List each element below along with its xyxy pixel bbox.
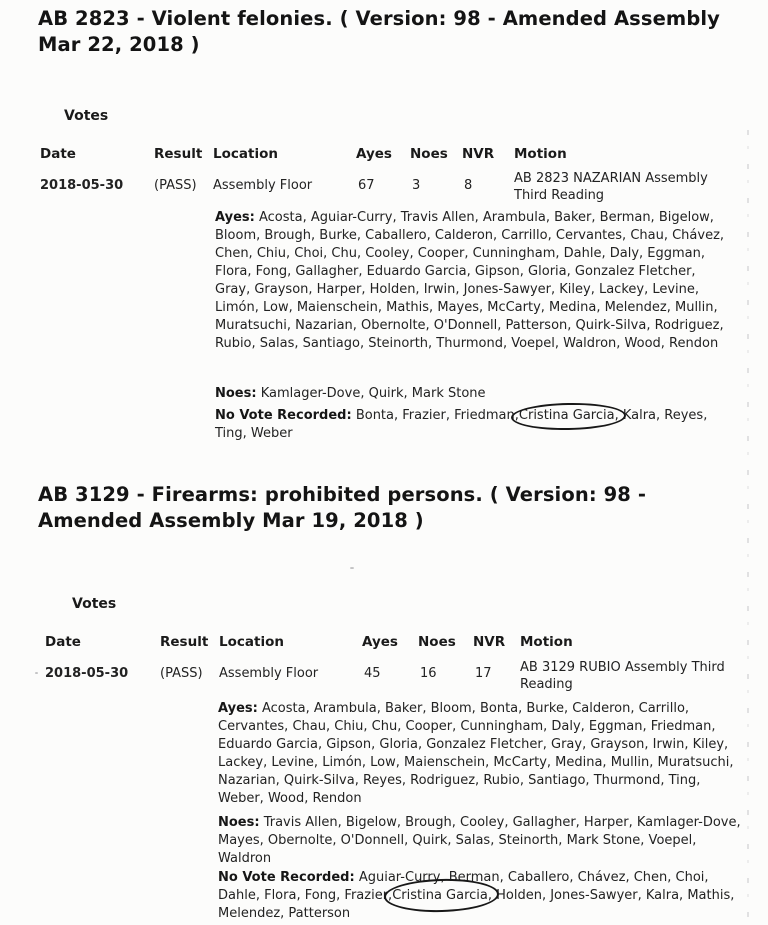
circle-annotation	[392, 888, 492, 903]
bill-2-row-nvr: 17	[475, 666, 492, 681]
bill-1-row-ayes: 67	[358, 178, 375, 193]
bill-1-row-nvr: 8	[464, 178, 473, 193]
bill-2-title	[38, 482, 738, 534]
bill-1-noes-names: Kamlager-Dove, Quirk, Mark Stone	[256, 386, 486, 401]
bill-1-title	[38, 6, 738, 58]
bill-1-row-noes: 3	[412, 178, 421, 193]
bill-1-row-location: Assembly Floor	[213, 178, 313, 193]
bill-2-ayes-list	[218, 700, 742, 808]
bill-2-noes-list	[218, 814, 742, 868]
bill-1-row-date: 2018-05-30	[40, 178, 124, 193]
bill-1-ayes-label: Ayes:	[215, 210, 255, 225]
bill-2-nvr-after: Holden, Jones-Sawyer, Kalra, Mathis, Melendez, Patterson	[218, 888, 735, 921]
bill-2-row-result: (PASS)	[160, 666, 203, 681]
bill-2-col-location: Location	[219, 634, 284, 650]
bill-2-nvr-circled-name: Cristina Garcia,	[392, 888, 492, 903]
bill-2-col-date: Date	[45, 634, 81, 650]
bill-1-col-date: Date	[40, 146, 76, 162]
bill-1-col-nvr: NVR	[462, 146, 495, 162]
bill-2-nvr-label: No Vote Recorded:	[218, 870, 355, 885]
bill-2-col-ayes: Ayes	[362, 634, 398, 650]
bill-1-ayes-names: Acosta, Aguiar-Curry, Travis Allen, Arambula, Baker, Berman, Bigelow, Bloom, Brough, Burke, Caballero, Calderon, Carrillo, Cervantes, Chau, Chávez, Chen, Chiu, Choi, Chu, Cooley, Cooper, Cunningham, Dahle, Daly, Eggman, Flora, Fong, Gallagher, Eduardo Garcia, Gipson, Gloria, Gonzalez Fletcher, Gray, Grayson, Harper, Holden, Irwin, Jones-Sawyer, Kiley, Lackey, Levine, Limón, Low, Maienschein, Mathis, Mayes, McCarty, Medina, Melendez, Mullin, Muratsuchi, Nazarian, Obernolte, O'Donnell, Patterson, Quirk-Silva, Rodriguez, Rubio, Salas, Santiago, Steinorth, Thurmond, Voepel, Waldron, Wood, Rendon	[215, 210, 725, 351]
bill-1-col-result: Result	[154, 146, 203, 162]
bill-1-row-result: (PASS)	[154, 178, 197, 193]
bill-1-col-noes: Noes	[410, 146, 448, 162]
bill-2-row-ayes: 45	[364, 666, 381, 681]
bill-1-col-location: Location	[213, 146, 278, 162]
bill-1-title-line1: AB 2823 - Violent felonies. ( Version: 98 - Amended Assembly	[38, 7, 720, 30]
bill-2-row-date: 2018-05-30	[45, 666, 129, 681]
bill-2-noes-names: Travis Allen, Bigelow, Brough, Cooley, Gallagher, Harper, Kamlager-Dove, Mayes, Obernolte, O'Donnell, Quirk, Salas, Steinorth, Mark Stone, Voepel, Waldron	[218, 815, 741, 866]
bill-1-nvr-after: Kalra, Reyes, Ting, Weber	[215, 408, 708, 441]
bill-2-row-location: Assembly Floor	[219, 666, 319, 681]
bill-2-title-line2: Amended Assembly Mar 19, 2018 )	[38, 509, 424, 532]
bill-2-row-motion: AB 3129 RUBIO Assembly Third Reading	[520, 660, 725, 692]
bill-2-col-motion: Motion	[520, 634, 573, 650]
bill-1-col-motion: Motion	[514, 146, 567, 162]
bill-2-ayes-label: Ayes:	[218, 701, 258, 716]
bill-1-noes-list	[215, 385, 734, 403]
bill-2-votes-heading: Votes	[72, 596, 117, 612]
bill-1-ayes-list	[215, 209, 734, 353]
bill-1-nvr-before: Bonta, Frazier, Friedman,	[351, 408, 519, 423]
bill-1-noes-label: Noes:	[215, 386, 257, 401]
scan-speck	[35, 672, 38, 674]
bill-2-nvr-before: Aguiar-Curry, Berman, Caballero, Chávez, Chen, Choi, Dahle, Flora, Fong, Frazier,	[218, 870, 709, 903]
bill-2-noes-label: Noes:	[218, 815, 260, 830]
bill-1-nvr-circled-name: Cristina Garcia,	[518, 408, 619, 423]
scan-edge-artifact	[747, 130, 749, 925]
bill-1-title-line2: Mar 22, 2018 )	[38, 33, 200, 56]
scan-speck	[350, 567, 354, 569]
bill-2-ayes-names: Acosta, Arambula, Baker, Bloom, Bonta, Burke, Calderon, Carrillo, Cervantes, Chau, Chiu, Chu, Cooper, Cunningham, Daly, Eggman, Friedman, Eduardo Garcia, Gipson, Gloria, Gonzalez Fletcher, Gray, Grayson, Irwin, Kiley, Lackey, Levine, Limón, Low, Maienschein, McCarty, Medina, Mullin, Muratsuchi, Nazarian, Quirk-Silva, Reyes, Rodriguez, Rubio, Santiago, Thurmond, Ting, Weber, Wood, Rendon	[218, 701, 734, 806]
bill-2-col-nvr: NVR	[473, 634, 506, 650]
circle-annotation	[519, 408, 619, 423]
bill-1-nvr-label: No Vote Recorded:	[215, 408, 352, 423]
bill-2-nvr-list	[218, 869, 742, 923]
bill-1-row-motion: AB 2823 NAZARIAN Assembly Third Reading	[514, 171, 708, 203]
bill-1-nvr-list	[215, 407, 734, 443]
bill-2-title-line1: AB 3129 - Firearms: prohibited persons. ( Version: 98 -	[38, 483, 647, 506]
bill-1-votes-heading: Votes	[64, 108, 109, 124]
bill-2-row-noes: 16	[420, 666, 437, 681]
bill-2-col-result: Result	[160, 634, 209, 650]
bill-2-col-noes: Noes	[418, 634, 456, 650]
bill-1-col-ayes: Ayes	[356, 146, 392, 162]
